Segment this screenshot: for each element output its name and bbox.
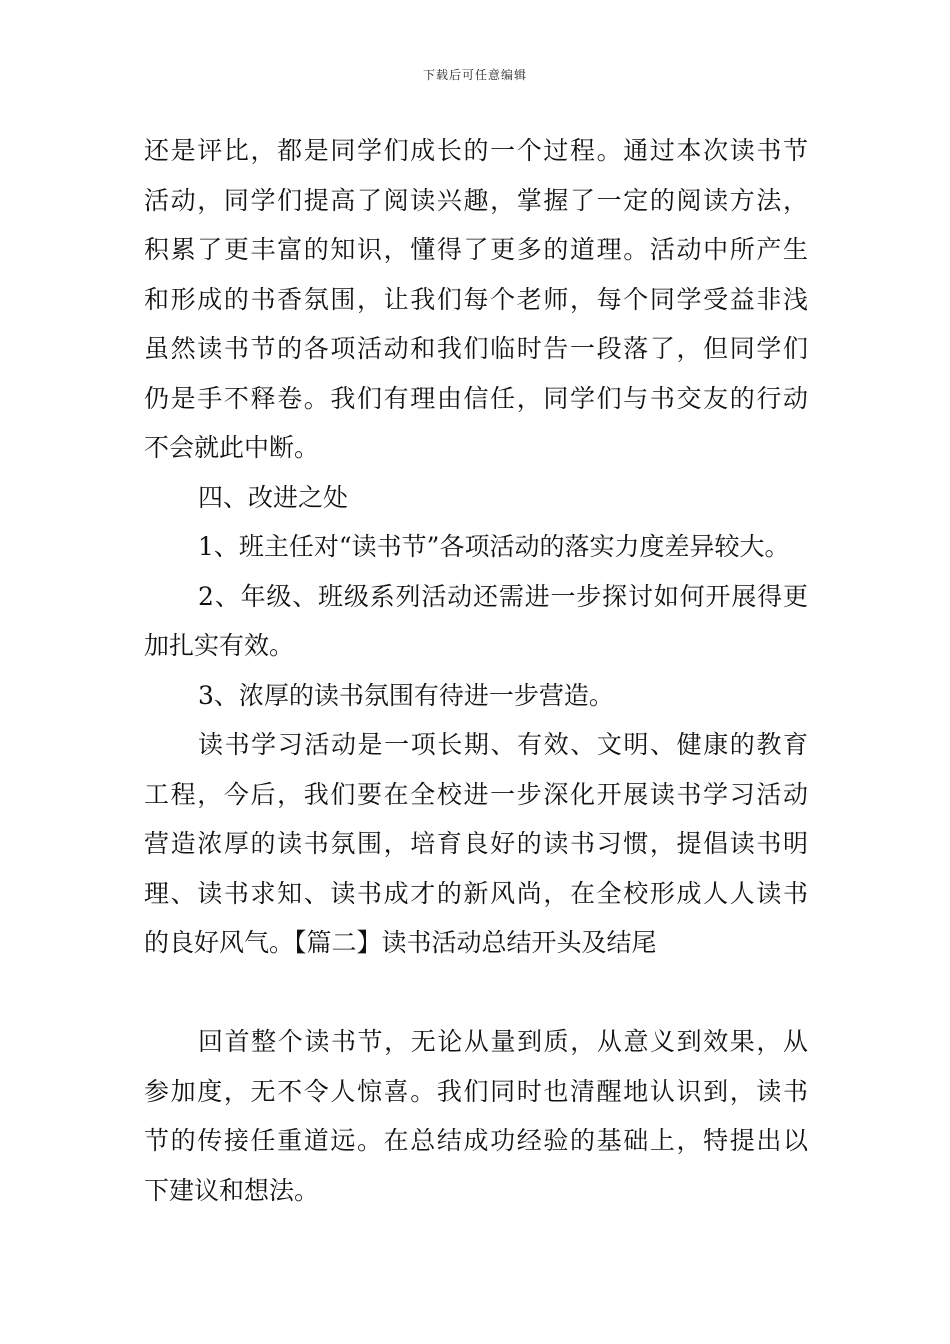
section-heading: 四、改进之处 xyxy=(198,482,349,512)
text-line: 和形成的书香氛围，让我们每个老师，每个同学受益非浅 xyxy=(144,284,808,314)
text-line: 仍是手不释卷。我们有理由信任，同学们与书交友的行动 xyxy=(144,383,808,413)
page-header: 下载后可任意编辑 xyxy=(422,68,527,82)
text-line: 还是评比，都是同学们成长的一个过程。通过本次读书节 xyxy=(144,136,808,165)
text-line: 节的传接任重道远。在总结成功经验的基础上，特提出以 xyxy=(144,1126,808,1155)
text-line: 营造浓厚的读书氛围，培育良好的读书习惯，提倡读书明 xyxy=(144,829,808,858)
text-line: 工程，今后，我们要在全校进一步深化开展读书学习活动 xyxy=(144,779,808,809)
text-line: 加扎实有效。 xyxy=(144,631,295,660)
blank-line xyxy=(144,968,808,1018)
text-line: 的良好风气。【篇二】读书活动总结开头及结尾 xyxy=(144,928,657,957)
document-body xyxy=(144,126,808,1215)
text-line: 积累了更丰富的知识，懂得了更多的道理。活动中所产生 xyxy=(144,235,808,264)
text-line: 参加度，无不令人惊喜。我们同时也清醒地认识到，读书 xyxy=(144,1076,808,1106)
text-line: 虽然读书节的各项活动和我们临时告一段落了，但同学们 xyxy=(144,334,808,363)
text-line: 理、读书求知、读书成才的新风尚，在全校形成人人读书 xyxy=(144,878,808,908)
text-line: 活动，同学们提高了阅读兴趣，掌握了一定的阅读方法， xyxy=(144,185,808,215)
text-line: 1、班主任对“读书节”各项活动的落实力度差异较大。 xyxy=(198,532,790,561)
text-line: 回首整个读书节，无论从量到质，从意义到效果，从 xyxy=(198,1027,808,1056)
text-line: 下建议和想法。 xyxy=(144,1175,320,1205)
text-line: 2、年级、班级系列活动还需进一步探讨如何开展得更 xyxy=(198,581,808,611)
text-line: 读书学习活动是一项长期、有效、文明、健康的教育 xyxy=(198,730,808,759)
text-line: 不会就此中断。 xyxy=(144,433,320,462)
text-line: 3、浓厚的读书氛围有待进一步营造。 xyxy=(198,680,614,710)
